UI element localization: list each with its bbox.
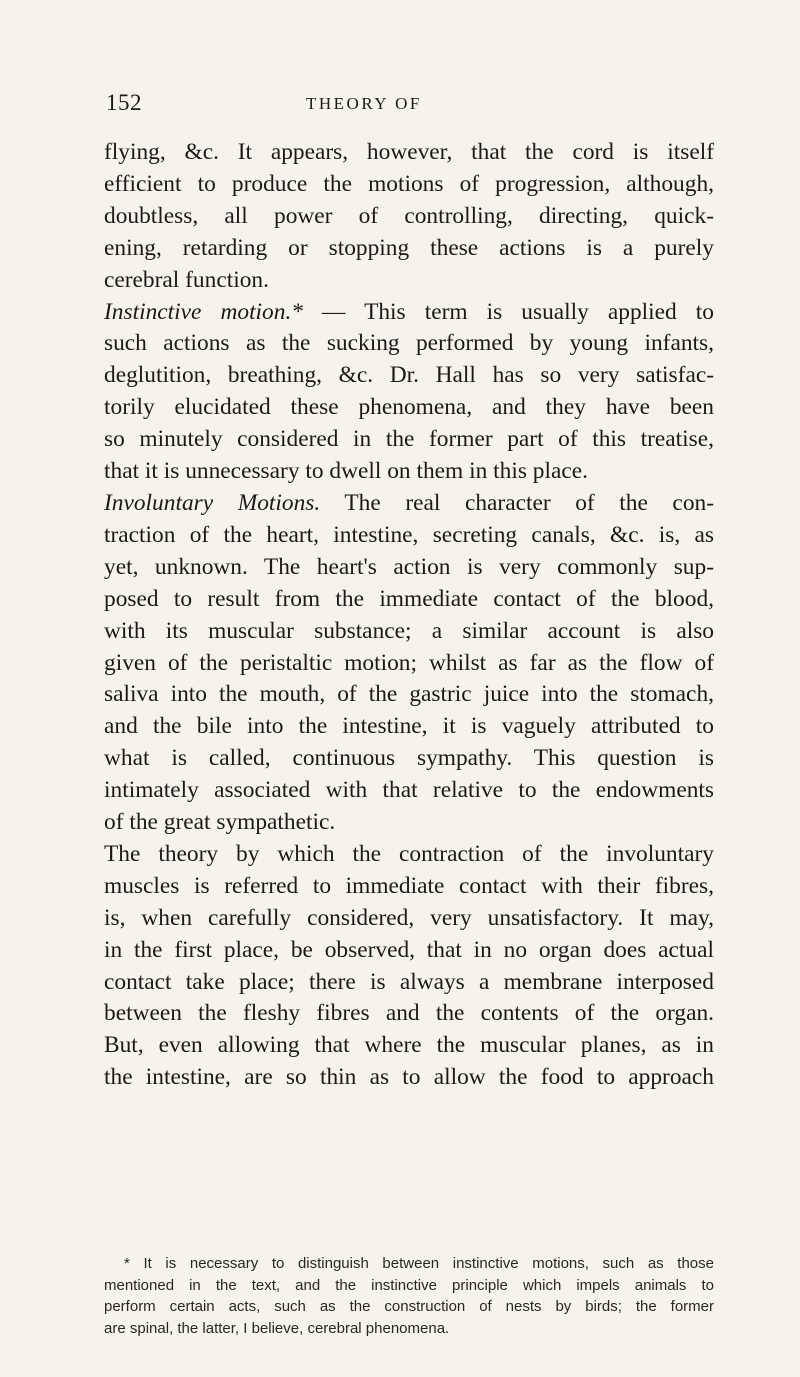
text-line: between the fleshy fibres and the contents of the organ. [104,1000,714,1027]
text-line: deglutition, breathing, &c. Dr. Hall has so very satisfac- [104,362,714,389]
text-line: yet, unknown. The heart's action is very commonly sup- [104,553,714,580]
text-line: is, when carefully considered, very unsatisfactory. It may, [104,904,714,931]
text-line: the intestine, are so thin as to allow the food to approach [104,1064,714,1091]
footnote-line: * It is necessary to distinguish between instinctive motions, such as those [124,1255,714,1272]
paragraph-instinctive-first-line [104,297,714,329]
text-line: But, even allowing that where the muscular planes, as in [104,1032,714,1059]
text-line: traction of the heart, intestine, secreting canals, &c. is, as [104,521,714,548]
footnote-line: perform certain acts, such as the construction of nests by birds; the former [104,1298,714,1315]
text-line: in the first place, be observed, that in no organ does actual [104,936,714,963]
text-line: posed to result from the immediate contact of the blood, [104,585,714,612]
text-line: saliva into the mouth, of the gastric juice into the stomach, [104,681,714,708]
text-line: intimately associated with that relative to the endowments [104,777,714,804]
text-line: that it is unnecessary to dwell on them in this place. [104,458,588,485]
text-line: and the bile into the intestine, it is vaguely attributed to [104,713,714,740]
text-line: torily elucidated these phenomena, and they have been [104,394,714,421]
text-line: efficient to produce the motions of progression, although, [104,170,714,197]
running-title: THEORY OF [306,94,422,113]
term-instinctive-motion: Instinctive motion.* [104,298,303,325]
text-line: with its muscular substance; a similar account is also [104,617,714,644]
running-head [106,90,706,120]
text-fragment: The real character of the con- [320,489,714,516]
text-line: ening, retarding or stopping these actions is a purely [104,234,714,261]
text-line: so minutely considered in the former part of this treatise, [104,426,714,453]
footnote [104,1253,714,1339]
page-number: 152 [106,90,142,115]
text-line: given of the peristaltic motion; whilst as far as the flow of [104,649,714,676]
text-line: flying, &c. It appears, however, that the cord is itself [104,139,714,165]
text-line: what is called, continuous sympathy. This question is [104,745,714,772]
footnote-line: are spinal, the latter, I believe, cerebral phenomena. [104,1319,450,1337]
text-line: of the great sympathetic. [104,809,336,836]
text-line: contact take place; there is always a membrane interposed [104,968,714,995]
text-line: doubtless, all power of controlling, directing, quick- [104,202,714,229]
text-line: cerebral function. [104,266,269,293]
term-involuntary-motions: Involuntary Motions. [104,489,321,516]
text-line: such actions as the sucking performed by young infants, [104,330,714,357]
body-text [104,137,714,1094]
text-line: The theory by which the contraction of the involuntary [104,840,714,867]
text-fragment: — This term is usually applied to [303,298,714,325]
text-line: muscles is referred to immediate contact with their fibres, [104,872,714,899]
paragraph-involuntary-first-line [104,488,714,520]
footnote-line: mentioned in the text, and the instinctive principle which impels animals to [104,1276,714,1294]
